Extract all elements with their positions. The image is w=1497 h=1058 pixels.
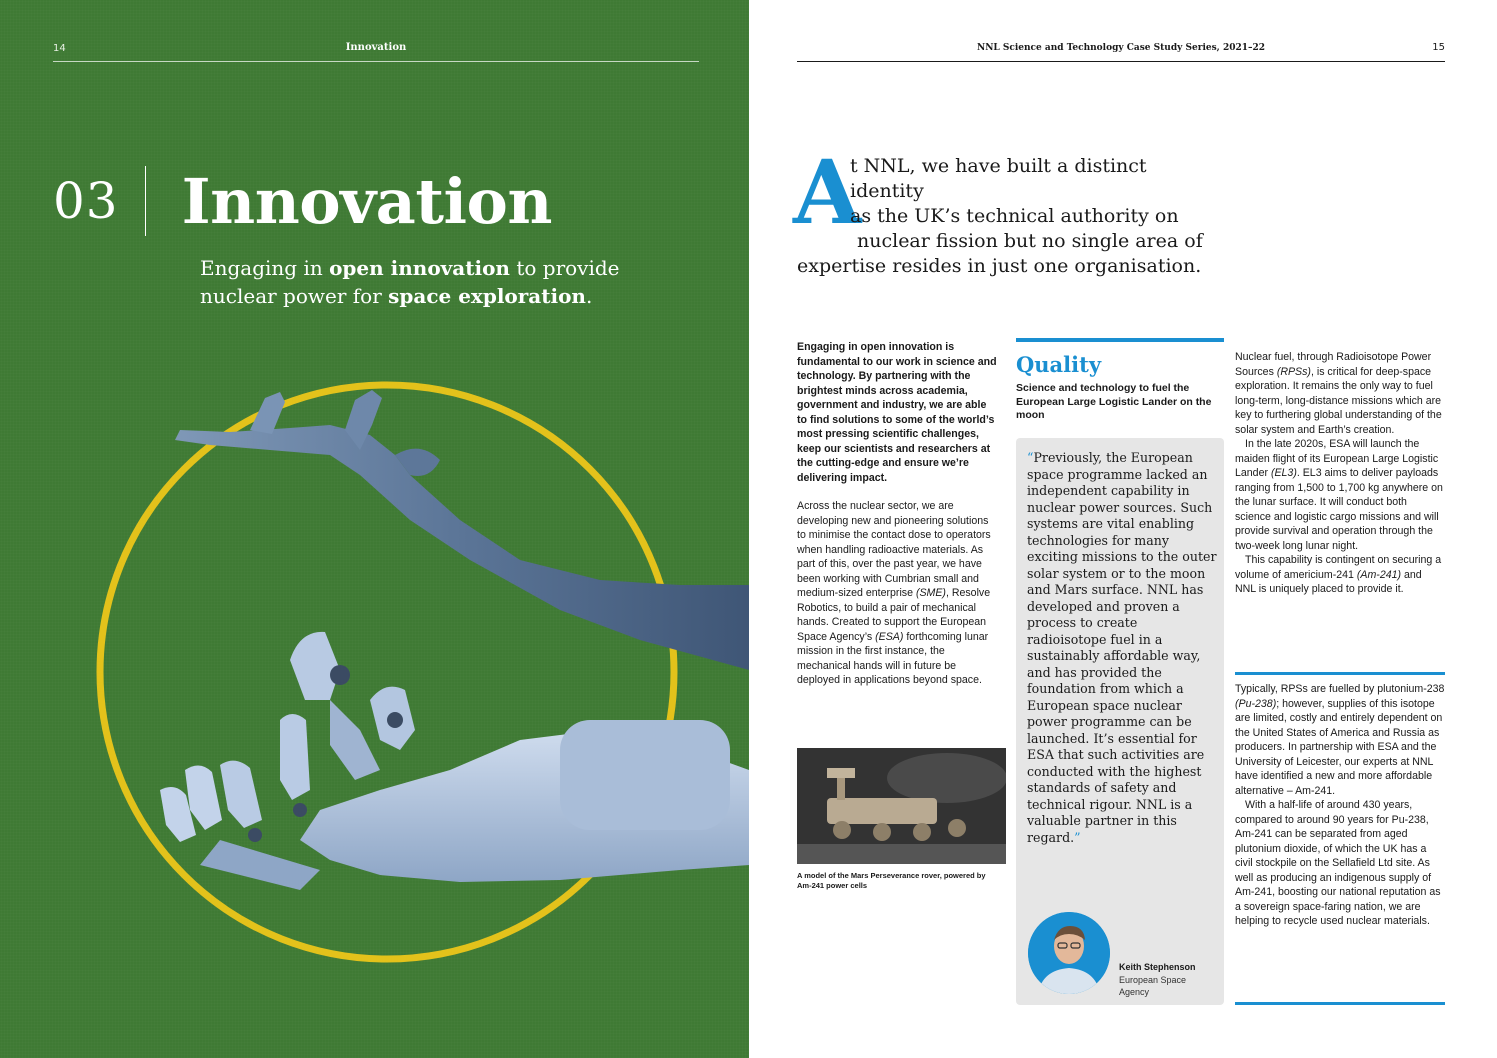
intro-bold-2: space exploration [388,284,586,308]
column-divider-rule [1235,672,1445,675]
abbreviation: (Pu-238) [1235,697,1277,710]
running-title: NNL Science and Technology Case Study Series, 2021–22 [976,43,1266,53]
body-column-3 [1235,350,1445,597]
text-run: In the late 2020s, ESA will launch the maiden flight of its European Large Logistic Lander [1235,438,1439,479]
intro-text-2: to provide nuclear power for [200,256,620,308]
quality-title: Quality [1016,352,1102,377]
open-quote-mark: “ [1027,450,1034,465]
lead-line-3: nuclear fission but no single area of [857,230,1203,252]
body-paragraph [1235,682,1445,798]
lead-line-1: t NNL, we have built a distinct identity [850,155,1147,202]
lead-line-2: as the UK’s technical authority on [850,205,1179,227]
text-run: , is critical for deep-space exploration. It remains the only way to fuel long-term, long-distance missions which are key to furthering global understanding of the solar system and Earth’s creation. [1235,365,1442,436]
body-paragraph [797,499,997,688]
text-run: forthcoming lunar mission in the first instance, the mechanical hands will in future be deployed in applications beyond space. [797,630,989,686]
text-run: This capability is contingent on securing a volume of americium-241 [1235,554,1442,581]
column-bottom-rule [1235,1002,1445,1005]
chapter-number: 03 [53,172,119,230]
body-paragraph [1235,553,1445,597]
intro-text-1: Engaging in [200,256,330,280]
abbreviation: (EL3) [1270,467,1297,479]
text-run: Across the nuclear sector, we are developing new and pioneering solutions to minimise the contact dose to operators when handling radioactive materials. As part of this, over the past year, we have been working with Cumbrian small and medium-sized enterprise [797,500,991,599]
right-page-number: 15 [1432,42,1445,53]
robotic-hand-illustration [160,632,749,890]
body-column-3-lower [1235,682,1445,929]
chapter-heading [53,160,552,242]
body-paragraph: With a half-life of around 430 years, compared to around 90 years for Pu-238, Am-241 can be separated from aged plutonium dioxide, of which the UK has a civil stockpile on the Sellafield Ltd site. As well as producing an indigenous supply of Am-241, boosting our national reputation as a sovereign space-faring nation, we are helping to recycle used nuclear materials. [1235,799,1441,927]
quality-top-rule [1016,338,1224,342]
rover-photo-graphic [797,748,1006,864]
avatar [1028,912,1110,994]
person-name: Keith Stephenson [1119,962,1196,972]
person-organisation: European Space Agency [1119,975,1187,997]
body-paragraph [1235,437,1445,553]
text-run: Nuclear fuel, through Radioisotope Power Sources [1235,351,1432,378]
drop-cap: A [793,140,862,244]
chapter-divider [145,166,146,236]
lead-line-4: expertise resides in just one organisation. [797,255,1202,277]
hands-illustration [0,370,749,1058]
body-column-1 [797,340,997,702]
text-run: and NNL is uniquely placed to provide it. [1235,568,1422,595]
left-page-header [53,40,699,62]
chapter-title: Innovation [181,164,552,238]
person-portrait [1028,912,1110,994]
left-page-number: 14 [53,43,66,54]
quote-body: Previously, the European space programme lacked an independent capability in nuclear power sources. Such systems are vital enabling technologies for many exciting missions to the outer solar system or to the moon and Mars surface. NNL has developed and proven a process to create radioisotope fuel in a sustainably affordable way, and has provided the foundation from which a European space nuclear power programme can be launched. It’s essential for ESA that such activities are conducted with the highest standards of safety and technical rigour. NNL is a valuable partner in this regard. [1027,450,1217,845]
human-hand-illustration [175,390,749,670]
text-run: ; however, supplies of this isotope are limited, costly and entirely dependent on the United States of America and Russia as producers. In partnership with ESA and the University of Leicester, our experts at NNL have identified a new and more affordable alternative – Am-241. [1235,697,1443,797]
close-quote-mark: ” [1074,829,1081,845]
text-run: , Resolve Robotics, to build a pair of mechanical hands. Created to support the European Space Agency’s [797,587,991,643]
pull-quote [1027,450,1217,846]
intro-bold-1: open innovation [329,256,510,280]
quality-subtitle: Science and technology to fuel the European Large Logistic Lander on the moon [1016,382,1212,421]
mars-rover-photo [797,748,1006,864]
left-section-label: Innovation [345,42,407,53]
chapter-intro [200,254,640,310]
abbreviation: (Am-241) [1356,568,1402,581]
text-run: . EL3 aims to deliver payloads ranging from 1,500 to 1,700 kg anywhere on the lunar surface. It will conduct both science and logistic cargo missions and will provide survival and operation through the two-week long lunar night. [1235,467,1443,552]
bold-intro-paragraph: Engaging in open innovation is fundamental to our work in science and technology. By partnering with the brightest minds across academia, government and industry, we are able to find solutions to some of the world’s most pressing scientific challenges, keep our scientists and researchers at the cutting-edge and ensure we’re delivering impact. [797,341,997,484]
abbreviation: (SME) [915,587,946,599]
body-paragraph [1235,350,1445,437]
photo-caption: A model of the Mars Perseverance rover, powered by Am-241 power cells [797,871,986,890]
text-run: Typically, RPSs are fuelled by plutonium-238 [1235,683,1445,695]
abbreviation: (ESA) [875,630,904,643]
lead-paragraph [797,154,1217,279]
right-page-header [797,40,1445,62]
abbreviation: (RPSs) [1276,365,1311,378]
intro-text-3: . [585,284,593,308]
